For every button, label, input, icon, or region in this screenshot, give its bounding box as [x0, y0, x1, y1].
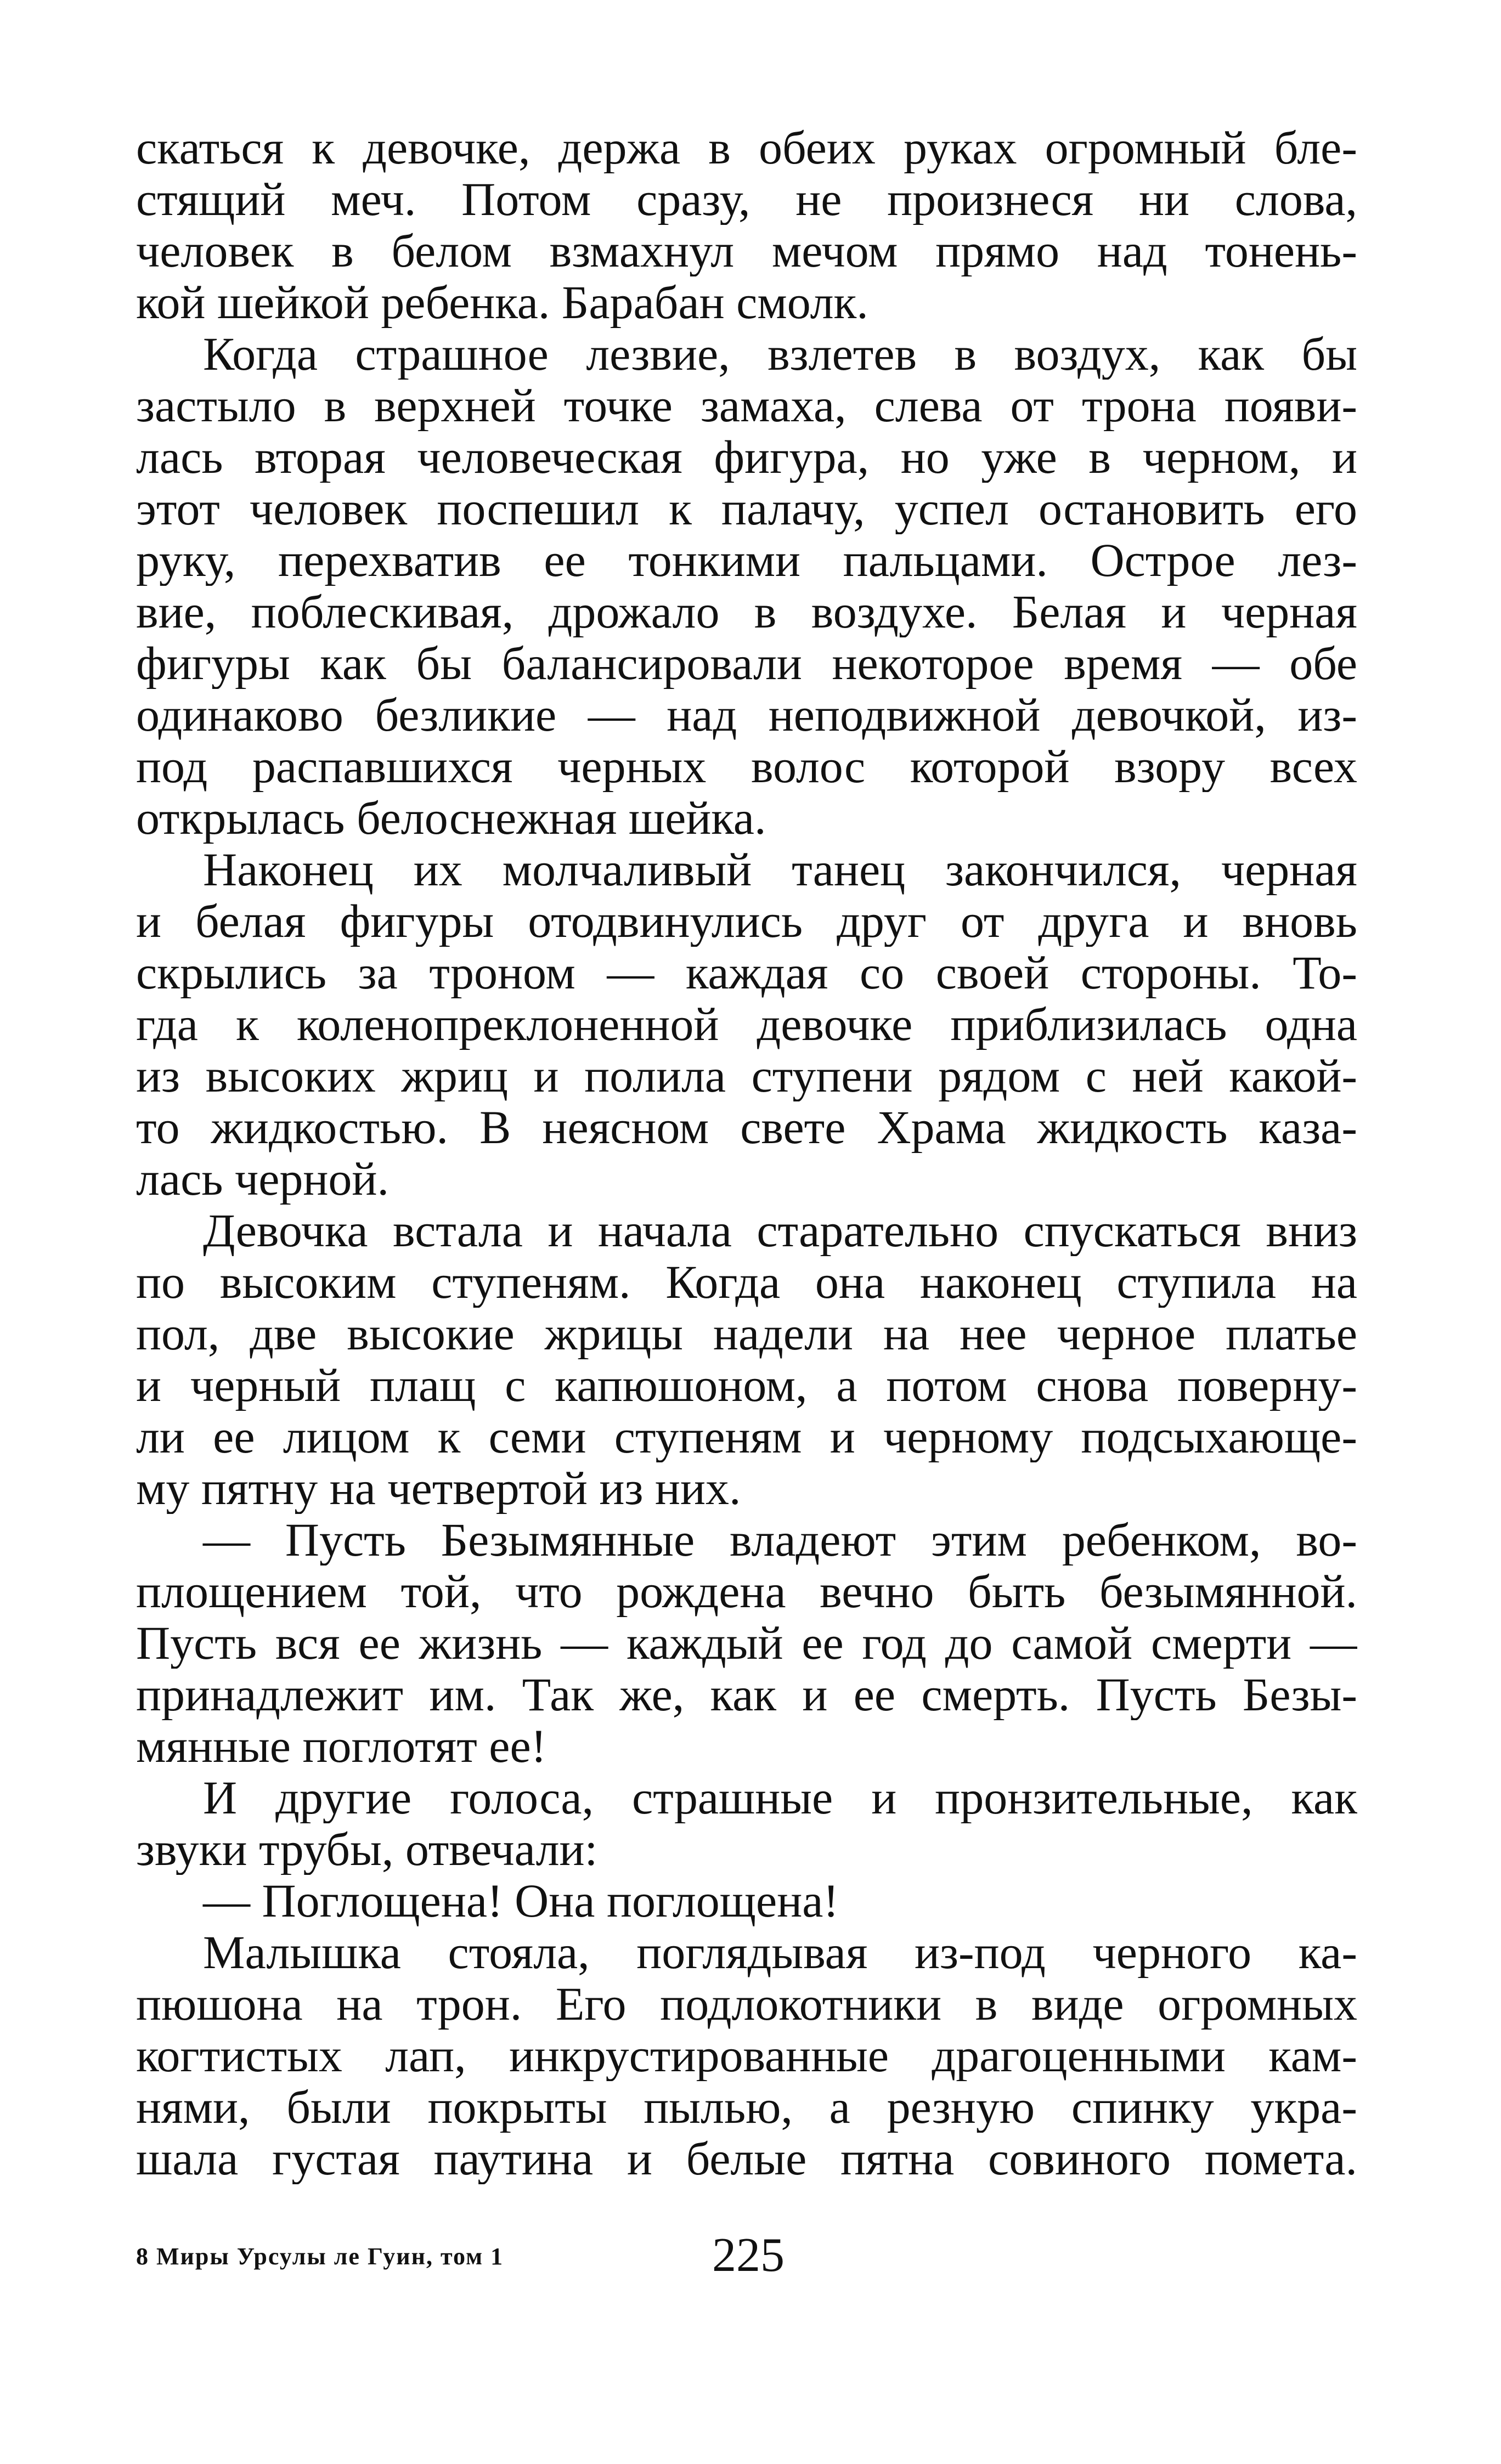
text-line: стящий меч. Потом сразу, не произнеся ни слова,: [136, 173, 1357, 225]
text-line: и белая фигуры отодвинулись друг от друга и вновь: [136, 895, 1357, 947]
text-line: то жидкостью. В неясном свете Храма жидкость каза-: [136, 1101, 1357, 1153]
text-line: застыло в верхней точке замаха, слева от трона появи-: [136, 380, 1357, 431]
text-line: скаться к девочке, держа в обеих руках огромный бле-: [136, 122, 1357, 173]
text-line: — Пусть Безымянные владеют этим ребенком, во-: [203, 1514, 1357, 1566]
page-footer: [136, 2228, 1357, 2288]
text-line: когтистых лап, инкрустированные драгоценными кам-: [136, 2030, 1357, 2081]
text-line: и черный плащ с капюшоном, а потом снова поверну-: [136, 1359, 1357, 1411]
text-line: гда к коленопреклоненной девочке приблизилась одна: [136, 998, 1357, 1050]
body-text: [136, 122, 1357, 2184]
text-line: ли ее лицом к семи ступеням и черному подсыхающе-: [136, 1411, 1357, 1462]
text-line: площением той, что рождена вечно быть безымянной.: [136, 1566, 1357, 1617]
text-line: вие, поблескивая, дрожало в воздухе. Белая и черная: [136, 586, 1357, 637]
text-line: шала густая паутина и белые пятна совиного помета.: [136, 2133, 1357, 2184]
text-line: под распавшихся черных волос которой взору всех: [136, 741, 1357, 792]
text-line: И другие голоса, страшные и пронзительные, как: [203, 1772, 1357, 1823]
text-line: — Поглощена! Она поглощена!: [203, 1875, 839, 1926]
text-line: принадлежит им. Так же, как и ее смерть. Пусть Безы-: [136, 1669, 1357, 1720]
text-line: лась вторая человеческая фигура, но уже в черном, и: [136, 431, 1357, 483]
text-line: человек в белом взмахнул мечом прямо над тонень-: [136, 225, 1357, 276]
text-line: кой шейкой ребенка. Барабан смолк.: [136, 276, 868, 328]
text-line: Наконец их молчаливый танец закончился, черная: [203, 844, 1357, 895]
text-line: Когда страшное лезвие, взлетев в воздух, как бы: [203, 328, 1357, 380]
text-line: открылась белоснежная шейка.: [136, 792, 766, 844]
text-line: Девочка встала и начала старательно спускаться вниз: [203, 1205, 1357, 1256]
text-line: руку, перехватив ее тонкими пальцами. Острое лез-: [136, 534, 1357, 586]
text-line: лась черной.: [136, 1153, 389, 1205]
text-line: Малышка стояла, поглядывая из-под черного ка-: [203, 1926, 1357, 1978]
page-number: 225: [712, 2229, 785, 2282]
text-line: пол, две высокие жрицы надели на нее черное платье: [136, 1308, 1357, 1359]
footer-signature: 8 Миры Урсулы ле Гуин, том 1: [136, 2243, 504, 2270]
text-line: по высоким ступеням. Когда она наконец ступила на: [136, 1256, 1357, 1308]
text-line: звуки трубы, отвечали:: [136, 1823, 598, 1875]
text-line: скрылись за троном — каждая со своей стороны. То-: [136, 947, 1357, 998]
text-line: одинаково безликие — над неподвижной девочкой, из-: [136, 689, 1357, 741]
text-line: нями, были покрыты пылью, а резную спинку укра-: [136, 2081, 1357, 2133]
text-line: из высоких жриц и полила ступени рядом с ней какой-: [136, 1050, 1357, 1101]
text-line: му пятну на четвертой из них.: [136, 1462, 741, 1514]
text-line: Пусть вся ее жизнь — каждый ее год до самой смерти —: [136, 1617, 1357, 1669]
text-line: мянные поглотят ее!: [136, 1720, 547, 1772]
text-line: этот человек поспешил к палачу, успел остановить его: [136, 483, 1357, 534]
text-line: фигуры как бы балансировали некоторое время — обе: [136, 637, 1357, 689]
text-line: пюшона на трон. Его подлокотники в виде огромных: [136, 1978, 1357, 2030]
